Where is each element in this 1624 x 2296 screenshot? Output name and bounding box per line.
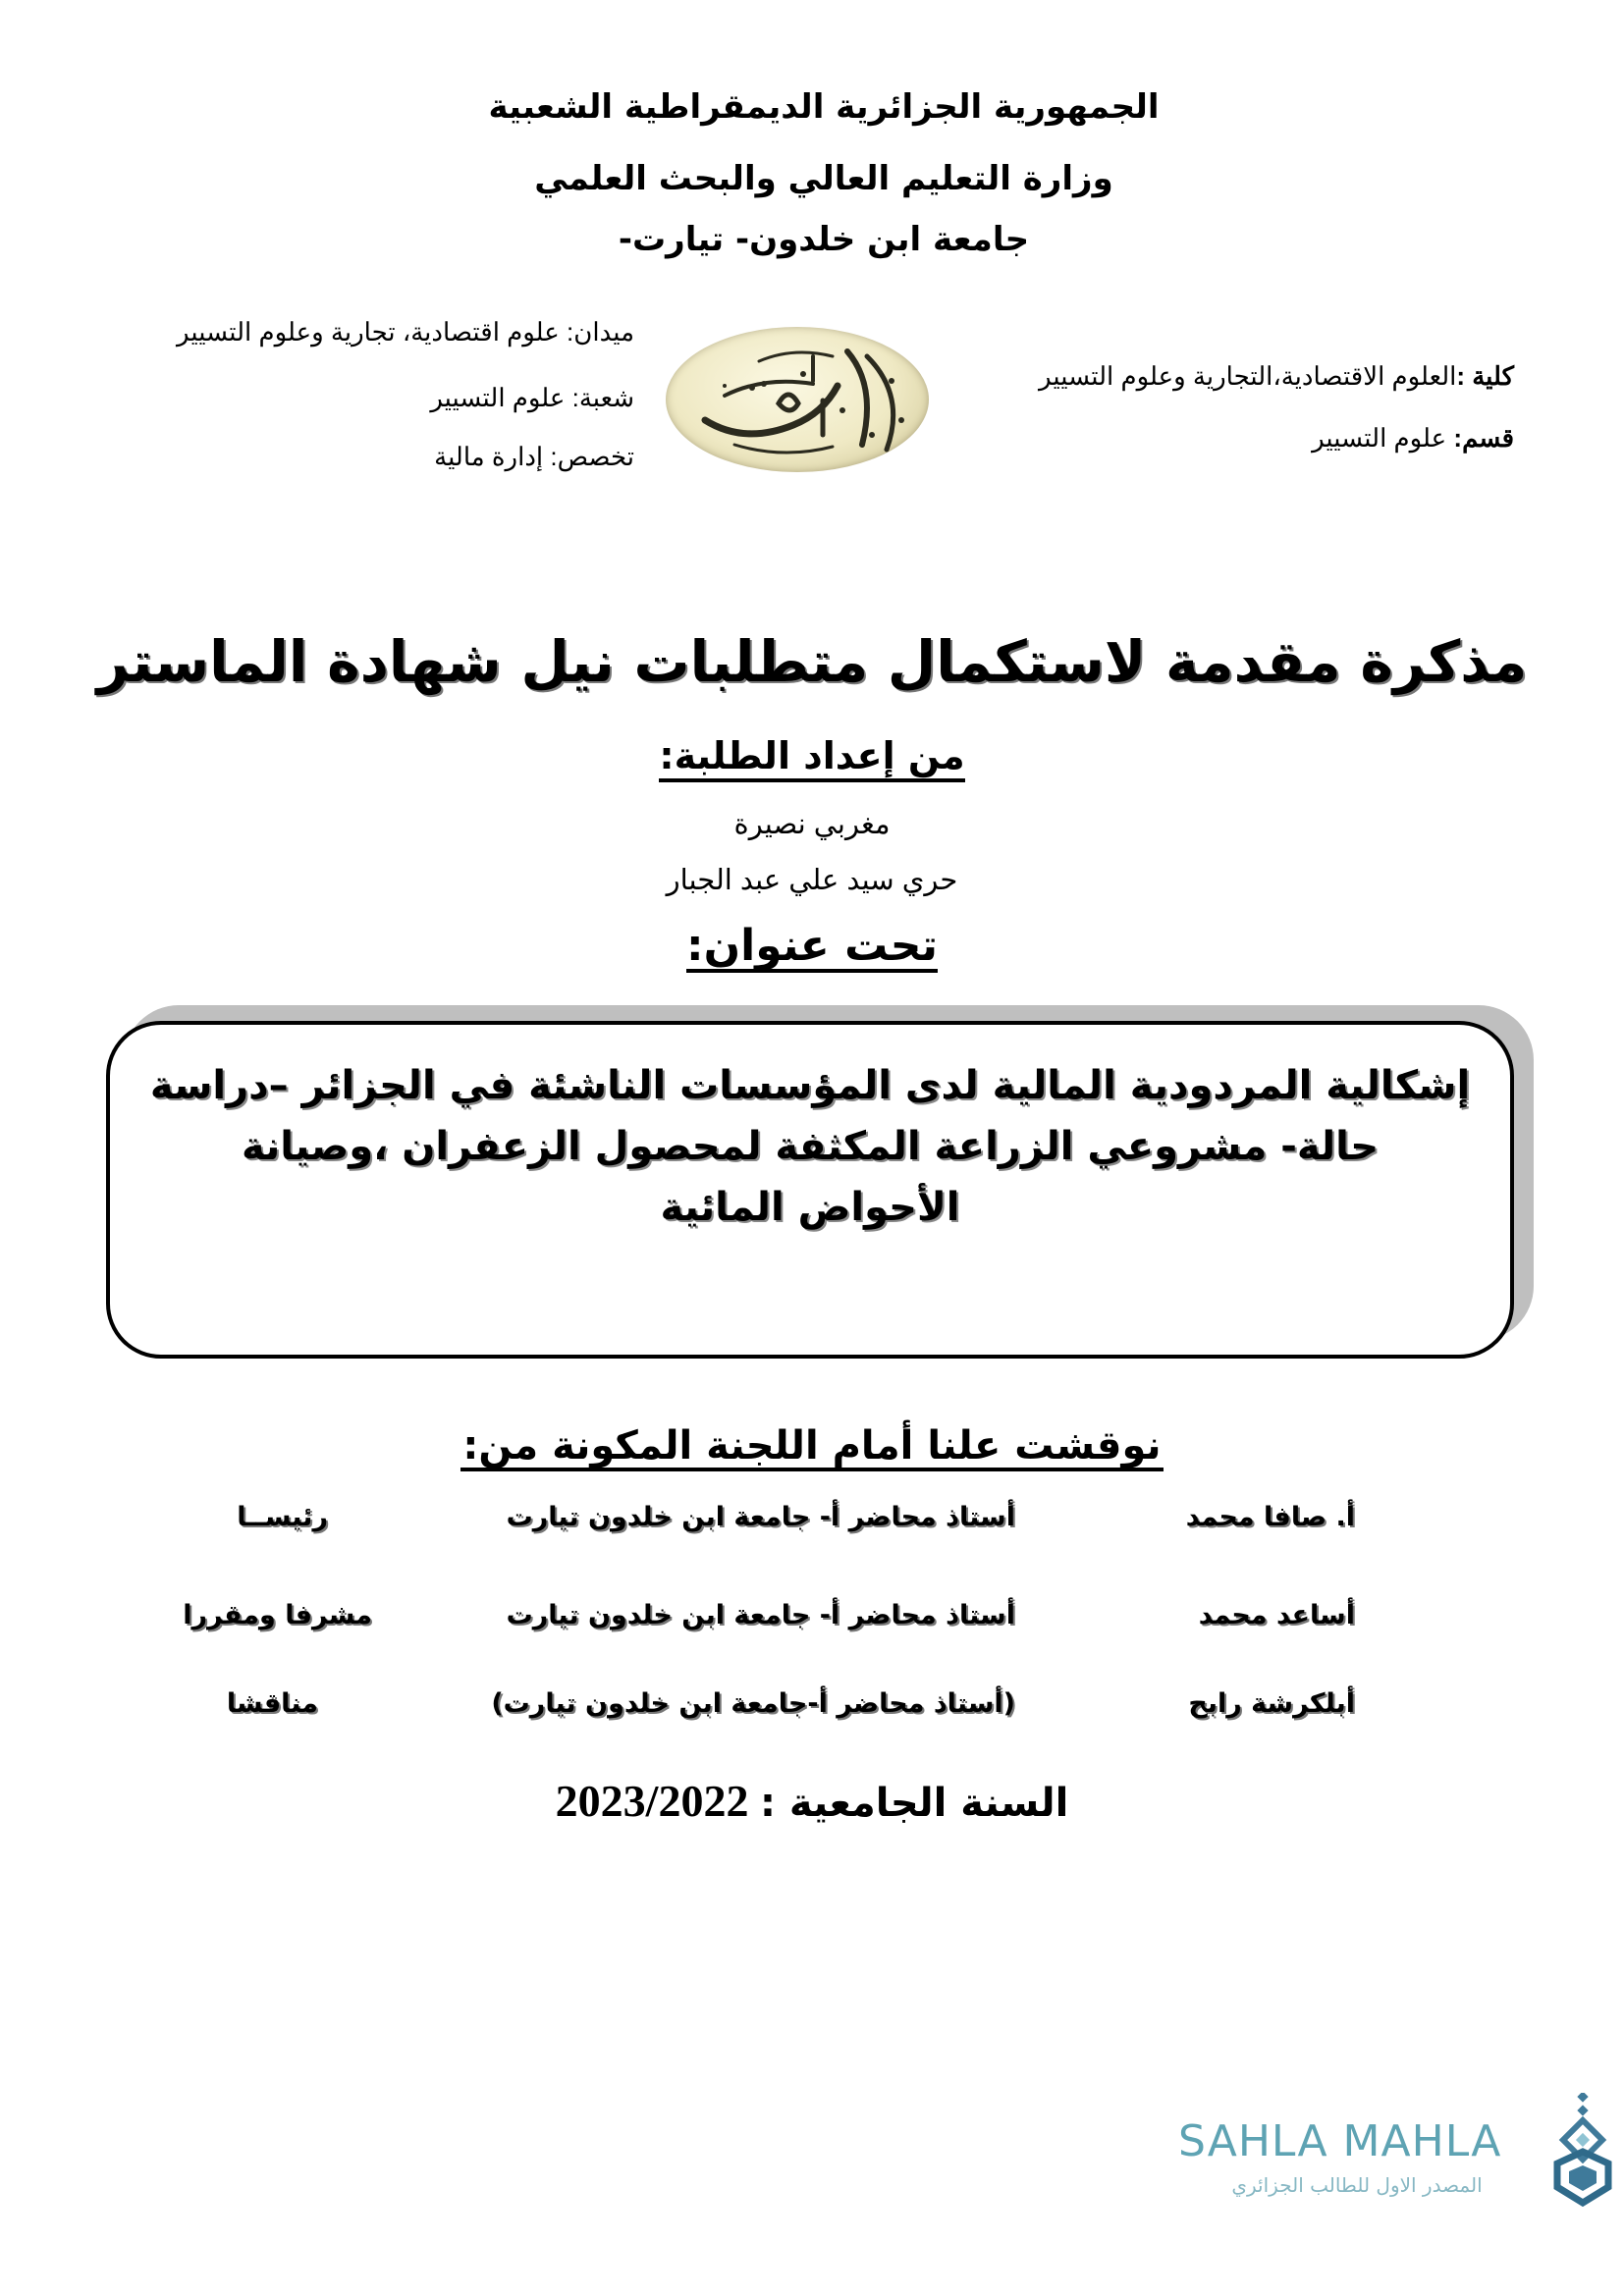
student-name: مغربي نصيرة xyxy=(733,809,891,840)
faculty-value: العلوم الاقتصادية،التجارية وعلوم التسيير xyxy=(1039,361,1457,391)
prepared-by-label: من إعداد الطلبة: xyxy=(659,737,964,782)
specialty-info: تخصص: إدارة مالية xyxy=(434,442,634,471)
republic-name: الجمهورية الجزائرية الديمقراطية الشعبية xyxy=(488,87,1160,127)
academic-year xyxy=(0,1775,1624,1827)
committee-member-row xyxy=(0,1688,1624,1732)
thesis-title-label: تحت عنوان: xyxy=(686,924,938,973)
member-rank: أستاذ محاضر أ- جامعة ابن خلدون تيارت xyxy=(506,1600,1015,1630)
field-info: ميدان: علوم اقتصادية، تجارية وعلوم التسيير xyxy=(177,317,634,347)
prepared-by-heading xyxy=(0,734,1624,782)
university-name: جامعة ابن خلدون- تيارت- xyxy=(618,220,1030,259)
thesis-title-line: حالة- مشروعي الزراعة المكثفة لمحصول الزعفران ،وصيانة xyxy=(241,1124,1380,1169)
watermark-brand: SAHLA MAHLA xyxy=(1178,2116,1502,2166)
department-label: قسم: xyxy=(1453,423,1514,453)
faculty-label: كلية : xyxy=(1456,361,1514,391)
watermark-tagline: المصدر الاول للطالب الجزائري xyxy=(1231,2173,1483,2197)
academic-year-label: السنة الجامعية : xyxy=(759,1781,1069,1826)
committee-label: نوقشت علنا أمام اللجنة المكونة من: xyxy=(460,1424,1163,1471)
committee-heading xyxy=(0,1423,1624,1471)
member-role: مشرفا ومقررا xyxy=(183,1600,372,1630)
department-value: علوم التسيير xyxy=(1312,423,1454,453)
member-name: أبلكرشة رابح xyxy=(1188,1688,1355,1719)
committee-member-row xyxy=(0,1502,1624,1545)
ministry-name: وزارة التعليم العالي والبحث العلمي xyxy=(534,159,1113,198)
member-name: أ. صافا محمد xyxy=(1185,1502,1355,1532)
thesis-title-heading xyxy=(0,921,1624,973)
thesis-title-line: الأحواض المائية xyxy=(660,1185,960,1230)
sahla-mahla-watermark xyxy=(1178,2116,1610,2209)
academic-year-value: 2023/2022 xyxy=(555,1776,749,1826)
document-title: مذكرة مقدمة لاستكمال متطلبات نيل شهادة الماستر xyxy=(96,628,1528,695)
member-role: رئيســا xyxy=(237,1502,328,1532)
member-name: أساعد محمد xyxy=(1198,1600,1355,1630)
university-seal-icon xyxy=(666,327,929,472)
thesis-title-line: إشكالية المردودية المالية لدى المؤسسات الناشئة في الجزائر –دراسة xyxy=(149,1063,1471,1108)
student-name: حري سيد علي عبد الجبار xyxy=(666,865,958,896)
branch-info: شعبة: علوم التسيير xyxy=(430,383,634,412)
member-role: مناقشا xyxy=(226,1688,318,1719)
member-rank: أستاذ محاضر أ- جامعة ابن خلدون تيارت xyxy=(506,1502,1015,1532)
department-info xyxy=(1312,425,1514,451)
thesis-title xyxy=(133,1055,1488,1238)
sahla-mahla-emblem-icon xyxy=(1549,2093,1616,2209)
faculty-info xyxy=(1039,363,1514,389)
committee-member-row xyxy=(0,1600,1624,1643)
member-rank: (أستاذ محاضر أ-جامعة ابن خلدون تيارت) xyxy=(491,1688,1015,1719)
